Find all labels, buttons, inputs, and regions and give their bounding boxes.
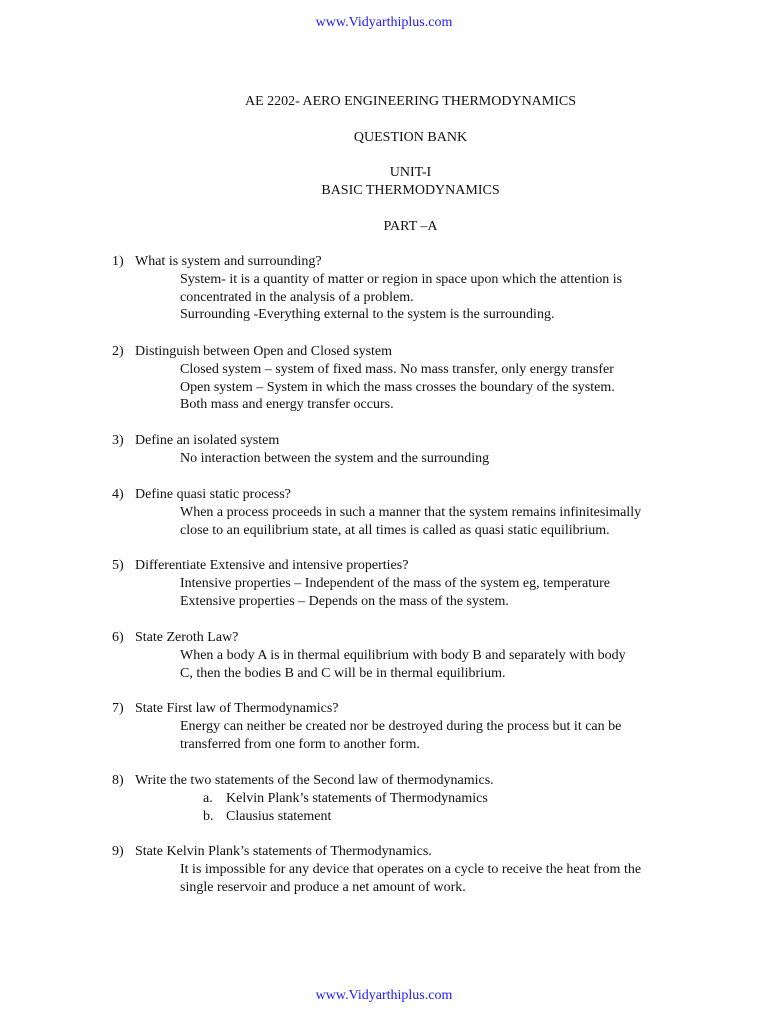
question-number: 7) — [112, 701, 124, 716]
question-number: 1) — [112, 254, 124, 269]
sub-item-text: Kelvin Plank’s statements of Thermodynamics — [226, 790, 488, 806]
question-text: Differentiate Extensive and intensive properties? — [135, 558, 409, 573]
question-number: 5) — [112, 558, 124, 573]
question-item — [112, 700, 732, 753]
answer-line: Extensive properties – Depends on the mass of the system. — [180, 593, 509, 609]
part-label: PART –A — [383, 219, 438, 234]
sub-item-letter: a. — [203, 790, 213, 806]
question-text: State Kelvin Plank’s statements of Thermodynamics. — [135, 844, 432, 859]
question-number: 4) — [112, 487, 124, 502]
unit-title: BASIC THERMODYNAMICS — [321, 183, 500, 198]
question-item — [112, 557, 732, 610]
answer-line: When a process proceeds in such a manner that the system remains infinitesimally — [180, 504, 642, 520]
question-number: 8) — [112, 773, 124, 788]
sub-item — [203, 790, 732, 808]
footer-link[interactable]: www.Vidyarthiplus.com — [315, 988, 453, 1003]
question-text: What is system and surrounding? — [135, 254, 322, 269]
question-number: 6) — [112, 630, 124, 645]
question-text: State First law of Thermodynamics? — [135, 701, 339, 716]
answer-line: Both mass and energy transfer occurs. — [180, 397, 394, 413]
question-text: State Zeroth Law? — [135, 630, 239, 645]
answer-line: Open system – System in which the mass crosses the boundary of the system. — [180, 379, 615, 395]
answer-line: concentrated in the analysis of a problem. — [180, 289, 414, 305]
answer-line: No interaction between the system and the surrounding — [180, 450, 490, 466]
question-number: 9) — [112, 844, 124, 859]
question-item — [112, 486, 732, 539]
doc-title: QUESTION BANK — [353, 130, 468, 145]
sub-item — [203, 808, 732, 826]
course-title: AE 2202- AERO ENGINEERING THERMODYNAMICS — [244, 94, 577, 109]
answer-line: Energy can neither be created nor be destroyed during the process but it can be — [180, 718, 622, 734]
question-item — [112, 253, 732, 324]
answer-line: When a body A is in thermal equilibrium with body B and separately with body — [180, 647, 626, 663]
question-item — [112, 343, 732, 414]
answer-line: close to an equilibrium state, at all times is called as quasi static equilibrium. — [180, 522, 610, 538]
question-item — [112, 629, 732, 682]
answer-line: It is impossible for any device that operates on a cycle to receive the heat from the — [180, 861, 642, 877]
question-item — [112, 843, 732, 896]
question-number: 3) — [112, 433, 124, 448]
unit-label: UNIT-I — [389, 165, 432, 180]
answer-line: Intensive properties – Independent of the mass of the system eg, temperature — [180, 575, 610, 591]
question-text: Write the two statements of the Second law of thermodynamics. — [135, 773, 494, 788]
header-link[interactable]: www.Vidyarthiplus.com — [315, 15, 453, 30]
sub-item-letter: b. — [203, 808, 214, 824]
answer-line: Surrounding -Everything external to the system is the surrounding. — [180, 307, 555, 323]
answer-line: single reservoir and produce a net amount of work. — [180, 879, 466, 895]
question-item — [112, 772, 732, 825]
question-number: 2) — [112, 344, 124, 359]
question-text: Define quasi static process? — [135, 487, 291, 502]
question-item — [112, 432, 732, 468]
answer-line: transferred from one form to another form. — [180, 736, 420, 752]
question-text: Distinguish between Open and Closed system — [135, 344, 393, 359]
answer-line: C, then the bodies B and C will be in thermal equilibrium. — [180, 665, 506, 681]
question-text: Define an isolated system — [135, 433, 280, 448]
answer-line: System- it is a quantity of matter or region in space upon which the attention is — [180, 271, 623, 287]
answer-line: Closed system – system of fixed mass. No mass transfer, only energy transfer — [180, 361, 614, 377]
sub-item-text: Clausius statement — [226, 808, 332, 824]
